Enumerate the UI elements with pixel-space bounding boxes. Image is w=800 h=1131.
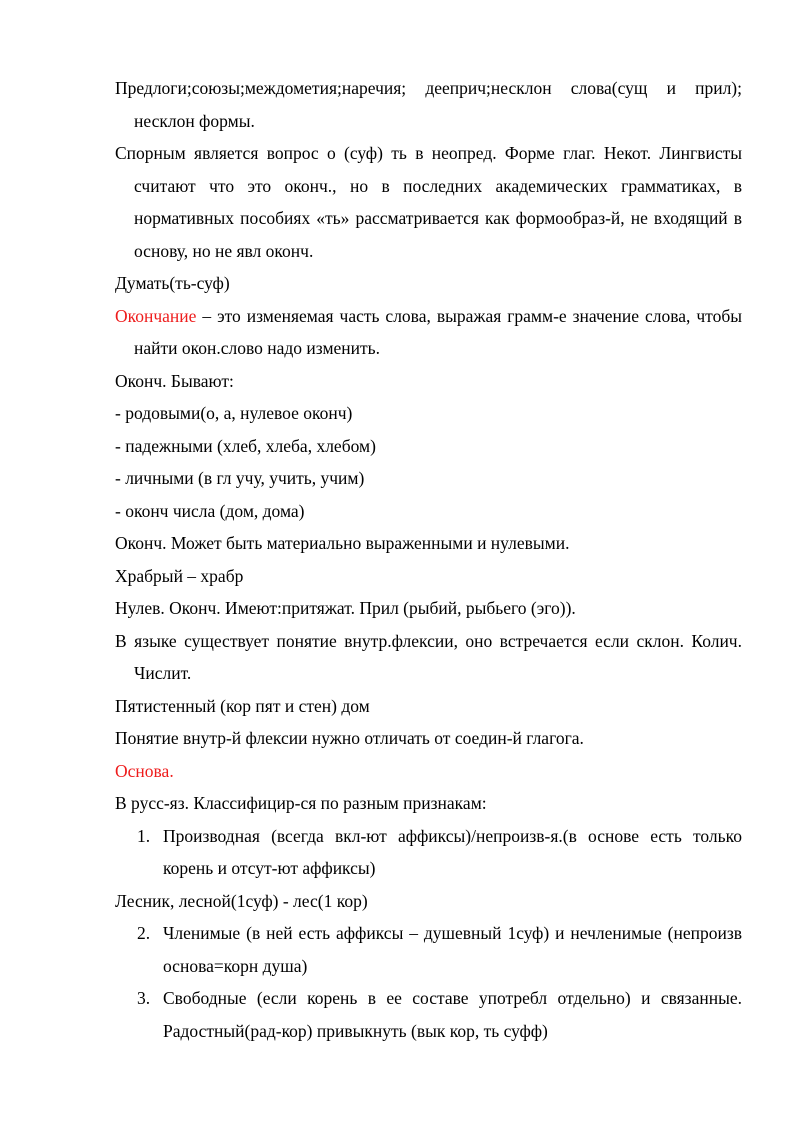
document-page	[115, 72, 742, 1047]
paragraph-forester-example: Лесник, лесной(1суф) - лес(1 кор)	[115, 890, 368, 911]
paragraph-ending-definition	[115, 300, 742, 365]
list-item-derived	[115, 820, 742, 885]
paragraph-dumat-example: Думать(ть-суф)	[115, 273, 230, 293]
list-item-free-bound	[115, 982, 742, 1047]
paragraph-inner-flexion-distinction: Понятие внутр-й флексии нужно отличать от соедин-й глагога.	[115, 728, 584, 748]
paragraph-word-classes: Предлоги;союзы;междометия;наречия; дееприч;несклон слова(сущ и прил); несклон формы.	[115, 78, 742, 131]
list-item-text: Свободные (если корень в ее составе употребл отдельно) и связанные. Радостный(рад-кор) привыкнуть (вык кор, ть суфф)	[163, 988, 742, 1041]
list-item-text: Производная (всегда вкл-ют аффиксы)/непроизв-я.(в основе есть только корень и отсут-ют аффиксы)	[163, 825, 742, 878]
heading-stem: Основа.	[115, 760, 174, 781]
term-ending: Окончание	[115, 305, 197, 326]
list-item-text: Членимые (в ней есть аффиксы – душевный 1суф) и нечленимые (непроизв основа=корн душа)	[163, 923, 742, 976]
paragraph-ty-suffix-debate: Спорным является вопрос о (суф) ть в неопред. Форме глаг. Некот. Лингвисты считают что это оконч., но в последних академических грамматиках, в нормативных пособиях «ть» рассматривается как формообраз-й, не входящий в основу, но не явл оконч.	[115, 143, 742, 261]
paragraph-material-zero: Оконч. Может быть материально выраженными и нулевыми.	[115, 533, 570, 553]
list-number: 3.	[137, 988, 151, 1008]
paragraph-zero-ending-possessive: Нулев. Оконч. Имеют:притяжат. Прил (рыбий, рыбьего (эго)).	[115, 598, 576, 618]
list-item-divisible	[115, 917, 742, 982]
list-number: 2.	[137, 923, 151, 943]
ending-definition-text: – это изменяемая часть слова, выражая грамм-е значение слова, чтобы найти окон.слово надо изменить.	[134, 305, 742, 358]
paragraph-five-wall-example: Пятистенный (кор пят и стен) дом	[115, 695, 370, 716]
paragraph-stem-classification: В русс-яз. Классифицир-ся по разным признакам:	[115, 793, 487, 813]
ending-type-number: - оконч числа (дом, дома)	[115, 500, 305, 521]
ending-type-gender: - родовыми(о, а, нулевое оконч)	[115, 403, 353, 423]
ending-type-case: - падежными (хлеб, хлеба, хлебом)	[115, 435, 376, 456]
paragraph-inner-flexion: В языке существует понятие внутр.флексии, оно встречается если склон. Колич. Числит.	[115, 630, 742, 683]
paragraph-ending-types-intro: Оконч. Бывают:	[115, 370, 234, 391]
list-number: 1.	[137, 825, 151, 846]
ending-type-person: - личными (в гл учу, учить, учим)	[115, 468, 365, 488]
paragraph-brave-example: Храбрый – храбр	[115, 565, 244, 586]
